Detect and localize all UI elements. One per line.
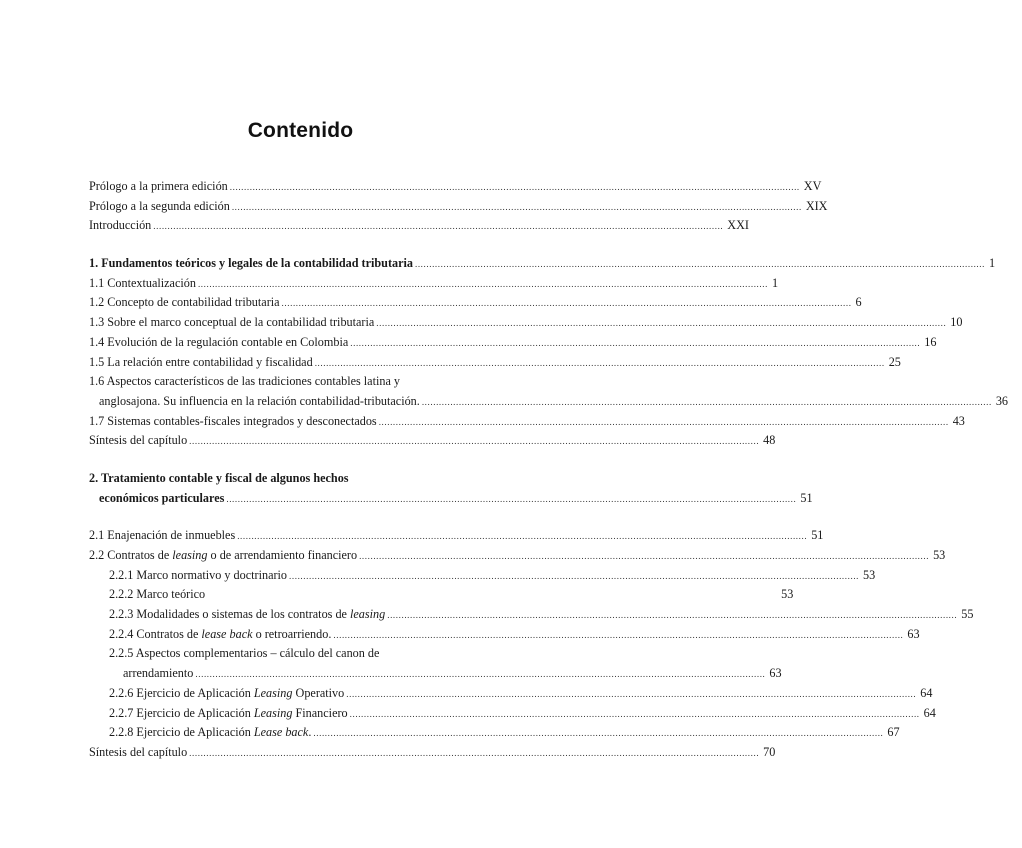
toc-entry [89, 431, 776, 451]
toc-entry-page: 25 [888, 354, 901, 369]
dot-leader [226, 490, 796, 510]
toc-entry-line: 2.2.5 Aspectos complementarios – cálculo del canon de [109, 646, 380, 661]
dot-leader [350, 334, 920, 354]
chapter-heading [89, 254, 996, 274]
toc-entry [89, 546, 946, 566]
chapter-heading-page: 1 [988, 256, 996, 271]
chapter-heading-label: 1. Fundamentos teóricos y legales de la contabilidad tributaria [89, 256, 413, 271]
toc-entry-page: 64 [920, 685, 933, 700]
toc-entry-emphasis: leasing [350, 607, 386, 622]
toc-entry-label [109, 684, 344, 704]
toc-entry [89, 605, 974, 625]
dot-leader [237, 527, 807, 547]
toc-entry-page: 64 [923, 705, 936, 720]
toc-entry [89, 177, 822, 197]
toc-entry [89, 313, 963, 333]
toc-entry-page: 10 [950, 315, 963, 330]
toc-entry-label: 2.1 Enajenación de inmuebles [89, 528, 236, 543]
toc-entry-emphasis: lease back [201, 626, 253, 641]
toc-entry [89, 684, 933, 704]
dot-leader [289, 567, 859, 587]
toc-entry [89, 625, 920, 645]
dot-leader [315, 354, 885, 374]
toc-entry-page: 63 [907, 626, 920, 641]
toc-entry-page: 51 [811, 528, 824, 543]
toc-entry-label: 2.2.2 Marco teórico [109, 587, 206, 602]
dot-leader [230, 178, 800, 198]
dot-leader [232, 198, 802, 218]
dot-leader [333, 626, 903, 646]
toc-entry [89, 526, 824, 546]
toc-entry-label: Prólogo a la primera edición [89, 179, 228, 193]
chapter-heading-line: 2. Tratamiento contable y fiscal de algunos hechos [89, 470, 349, 485]
toc-entry-label: Síntesis del capítulo [89, 744, 188, 759]
toc-entry-label: 1.1 Contextualización [89, 275, 196, 290]
toc-entry [89, 353, 901, 373]
toc-entry [89, 197, 828, 217]
toc-entry-page: 53 [781, 587, 794, 602]
dot-leader [189, 432, 759, 452]
toc-entry-page: 1 [771, 275, 779, 290]
page-title: Contenido [247, 119, 354, 142]
toc-entry-label: Introducción [89, 218, 152, 233]
dot-leader [376, 314, 946, 334]
toc-entry-page: XIX [805, 198, 828, 213]
dot-leader [313, 724, 883, 744]
table-of-contents [89, 177, 1009, 763]
toc-entry [89, 704, 936, 724]
toc-entry-line: 1.6 Aspectos característicos de las tradiciones contables latina y [89, 374, 401, 389]
toc-entry [89, 333, 937, 353]
toc-entry-text: Financiero [292, 705, 348, 720]
toc-entry-label [109, 704, 348, 724]
chapter-heading-label: económicos particulares [99, 490, 225, 505]
toc-entry-label [109, 723, 311, 743]
toc-entry-label: anglosajona. Su influencia en la relación contabilidad-tributación. [99, 393, 420, 408]
toc-entry [89, 664, 782, 684]
toc-entry-text: 2.2.6 Ejercicio de Aplicación [109, 685, 254, 700]
toc-entry-text: o retroarriendo. [252, 626, 332, 641]
toc-entry-label: arrendamiento [123, 666, 194, 681]
dot-leader [282, 294, 852, 314]
toc-entry-text: 2.2.3 Modalidades o sistemas de los contratos de [109, 607, 351, 622]
section-spacer [89, 236, 521, 254]
toc-entry [89, 293, 862, 313]
toc-entry-label [89, 546, 357, 566]
toc-entry-page: 16 [924, 334, 937, 349]
toc-entry [89, 392, 1009, 412]
toc-entry-page: 67 [887, 725, 900, 740]
toc-entry-emphasis: Lease back [253, 725, 309, 740]
toc-entry-label [109, 625, 331, 645]
dot-leader [350, 705, 920, 725]
toc-entry-label: Síntesis del capítulo [89, 433, 188, 448]
dot-leader [415, 255, 985, 275]
toc-entry-label: 1.2 Concepto de contabilidad tributaria [89, 295, 280, 310]
section-spacer [89, 451, 521, 469]
toc-entry-text: Operativo [292, 685, 345, 700]
toc-entry-label: 1.5 La relación entre contabilidad y fiscalidad [89, 354, 313, 369]
chapter-heading [89, 489, 813, 509]
chapter-heading-page: 51 [800, 490, 813, 505]
toc-entry [89, 566, 876, 586]
toc-entry-text: . [308, 725, 312, 740]
toc-entry-page: 53 [933, 548, 946, 562]
dot-leader [198, 275, 768, 295]
toc-entry-page: 48 [763, 433, 776, 448]
dot-leader [387, 606, 957, 626]
toc-entry-label [109, 605, 385, 625]
toc-entry-label: 1.3 Sobre el marco conceptual de la contabilidad tributaria [89, 315, 375, 330]
toc-entry-label: 2.2.1 Marco normativo y doctrinario [109, 567, 288, 582]
toc-entry-page: XV [803, 179, 822, 193]
toc-entry-label: Prólogo a la segunda edición [89, 198, 230, 213]
toc-entry-page: 36 [995, 393, 1009, 408]
toc-entry [89, 274, 779, 294]
toc-entry-page: 6 [855, 295, 862, 310]
toc-entry-page: 55 [961, 607, 974, 622]
dot-leader [346, 685, 916, 705]
toc-entry [89, 743, 776, 763]
toc-entry-emphasis: Leasing [253, 705, 293, 720]
toc-entry [89, 412, 965, 432]
toc-entry-emphasis: leasing [172, 548, 208, 562]
toc-entry-page: 53 [863, 567, 876, 582]
dot-leader [195, 665, 765, 685]
toc-entry [89, 723, 900, 743]
toc-entry-text: 2.2.4 Contratos de [109, 626, 202, 641]
toc-entry-page: 63 [769, 666, 782, 681]
toc-entry-page: 43 [952, 413, 965, 428]
toc-entry [89, 216, 749, 236]
dot-leader [359, 547, 929, 567]
toc-entry-label: 1.4 Evolución de la regulación contable en Colombia [89, 334, 349, 349]
toc-entry-text: o de arrendamiento financiero [207, 548, 358, 562]
dot-leader [422, 393, 992, 413]
toc-entry-label: 1.7 Sistemas contables-fiscales integrados y desconectados [89, 413, 377, 428]
toc-entry-text: 2.2 Contratos de [89, 548, 173, 562]
toc-entry [89, 585, 794, 605]
section-spacer [89, 508, 521, 526]
toc-entry-page: XXI [727, 218, 749, 233]
toc-entry-text: 2.2.7 Ejercicio de Aplicación [109, 705, 254, 720]
toc-entry-text: 2.2.8 Ejercicio de Aplicación [109, 725, 254, 740]
toc-entry-page: 70 [763, 744, 776, 759]
toc-entry-emphasis: Leasing [253, 685, 293, 700]
dot-leader [153, 217, 723, 237]
dot-leader [379, 413, 949, 433]
dot-leader [189, 744, 759, 764]
